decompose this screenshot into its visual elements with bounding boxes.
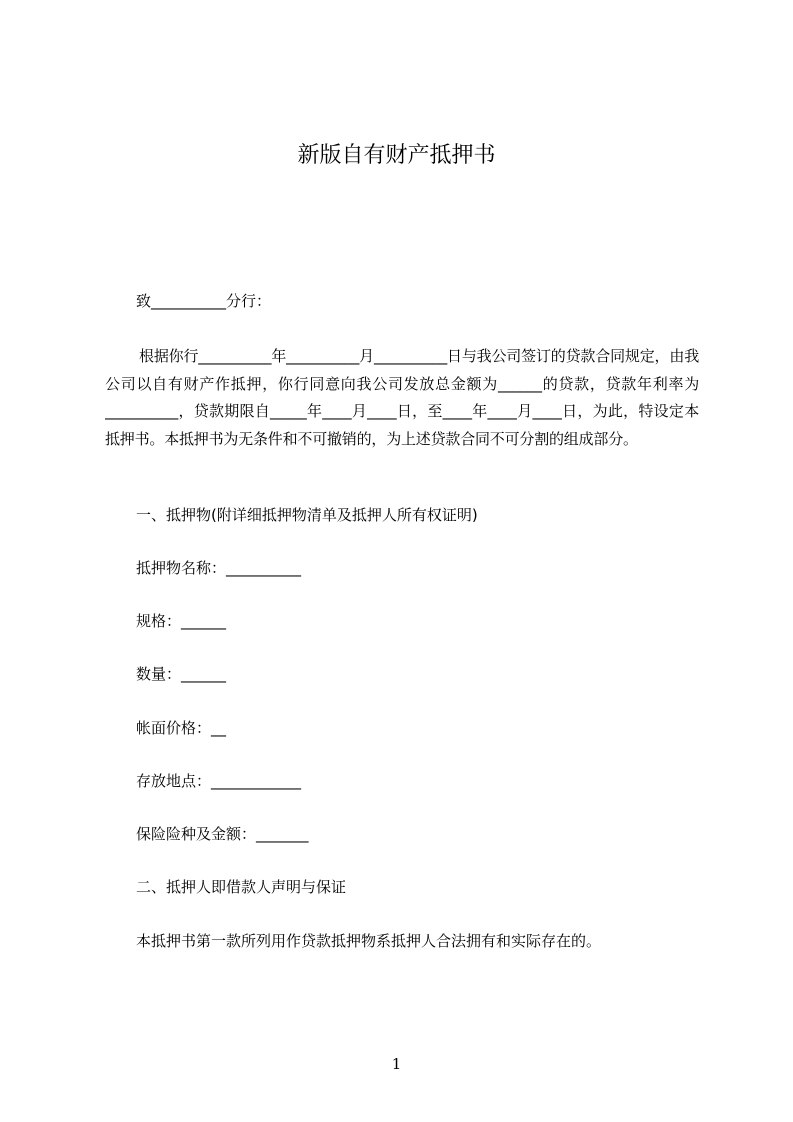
- insurance-field: 保险险种及金额：_______: [136, 825, 309, 843]
- salutation-line: 致__________分行：: [136, 292, 272, 310]
- section-1-heading: 一、抵押物(附详细抵押物清单及抵押人所有权证明): [136, 506, 478, 524]
- document-title: 新版自有财产抵押书: [297, 143, 496, 168]
- section-2-heading: 二、抵押人即借款人声明与保证: [136, 878, 347, 896]
- book-value-field: 帐面价格：__: [136, 719, 227, 737]
- quantity-field: 数量：______: [136, 665, 227, 683]
- page-number: 1: [391, 1055, 402, 1073]
- intro-paragraph: 根据你行__________年__________月__________日与我公司签订的贷款合同规定，由我公司以自有财产作抵押，你行同意向我公司发放总金额为______的贷款，贷款年利率为__________，贷款期限自_____年____月____日，至____年____月____日，为此，特设定本抵押书。本抵押书为无条件和不可撤销的，为上述贷款合同不可分割的组成部分。: [105, 347, 699, 448]
- section-2-statement: 本抵押书第一款所列用作贷款抵押物系抵押人合法拥有和实际存在的。: [136, 932, 602, 950]
- collateral-name-field: 抵押物名称：__________: [136, 559, 302, 577]
- specification-field: 规格：______: [136, 612, 227, 630]
- storage-location-field: 存放地点：____________: [136, 772, 302, 790]
